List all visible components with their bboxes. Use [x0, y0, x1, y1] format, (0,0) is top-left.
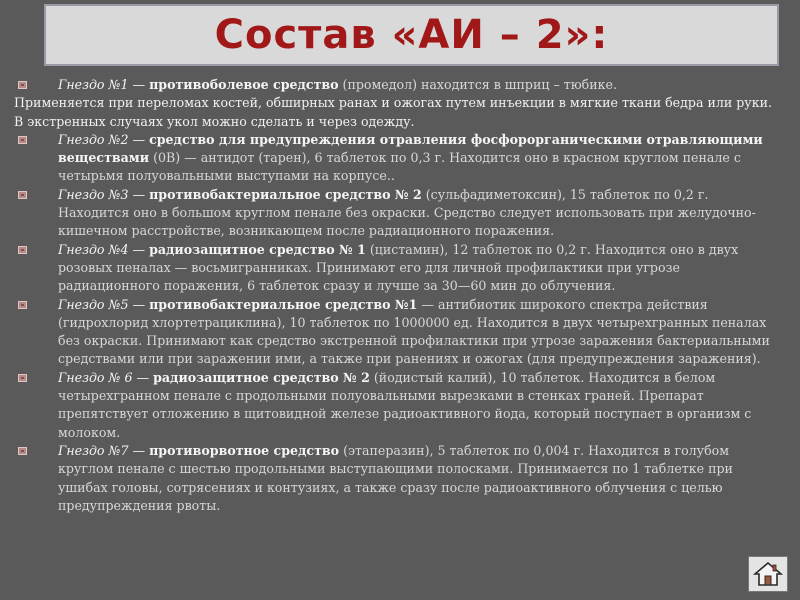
item-name: противоболевое средство	[149, 77, 339, 92]
title-box	[44, 4, 779, 66]
item-lead: Гнездо № 6	[58, 369, 133, 385]
list-item-nest-6	[14, 369, 782, 442]
list-item-nest-2	[14, 131, 782, 186]
item-text: (йодистый калий), 10 таблеток. Находится в белом четырехгранном пенале с продольными полуовальными вырезками в стенках граней. Препарат препятствует отложению в щитовидной железе радиоактивного йода, который поступает в организм с молоком.	[58, 369, 752, 440]
item-text: (0В) — антидот (тарен), 6 таблеток по 0,3 г. Находится оно в красном круглом пенале с четырьмя полуовальными выступами на корпусе..	[58, 150, 741, 184]
item-lead: Гнездо №4	[58, 241, 129, 257]
home-button[interactable]	[748, 556, 788, 592]
item-sep: —	[128, 296, 150, 312]
list-item-nest-5	[14, 296, 782, 369]
bullet-icon	[18, 447, 27, 455]
item-name: радиозащитное средство № 1	[149, 241, 366, 257]
item-sep: —	[128, 186, 150, 202]
item-lead: Гнездо №2	[58, 131, 129, 147]
item-text: Применяется при переломах костей, обширных ранах и ожогах путем инъекции в мягкие ткани бедра или руки. В экстренных случаях укол можно сделать и через одежду.	[14, 95, 772, 129]
item-text: (сульфадиметоксин), 15 таблеток по 0,2 г. Находится оно в большом круглом пенале без окраски. Средство следует использовать при желудочно-кишечном расстройстве, возникающем после радиационного поражения.	[58, 186, 756, 239]
item-sep: —	[128, 241, 150, 257]
item-lead: Гнездо №3	[58, 186, 129, 202]
item-lead: Гнездо №7	[58, 442, 129, 458]
bullet-icon	[18, 191, 27, 199]
list-item-nest-4	[14, 241, 782, 296]
content-list	[14, 76, 782, 515]
bullet-icon	[18, 374, 27, 382]
item-sep: —	[128, 77, 150, 92]
bullet-icon	[18, 81, 27, 89]
item-lead: Гнездо №5	[58, 296, 129, 312]
list-item-nest-1	[14, 76, 782, 94]
item-name: противорвотное средство	[149, 442, 340, 458]
list-item-usage	[14, 94, 782, 131]
item-lead: Гнездо №1	[58, 77, 129, 92]
bullet-icon	[18, 136, 27, 144]
item-sep: —	[128, 131, 150, 147]
item-text: (этаперазин), 5 таблеток по 0,004 г. Находится в голубом круглом пенале с шестью продольными выступающими полосками. Принимается по 1 таблетке при ушибах головы, сотрясениях и контузиях, а также сразу после радиоактивного облучения с целью предупреждения рвоты.	[58, 442, 733, 513]
home-icon	[753, 560, 783, 588]
item-sep: —	[128, 442, 150, 458]
item-name: радиозащитное средство № 2	[153, 369, 370, 385]
bullet-icon	[18, 301, 27, 309]
item-text: (цистамин), 12 таблеток по 0,2 г. Находится оно в двух розовых пеналах — восьмигранниках. Принимают его для личной профилактики при угрозе радиационного поражения, 6 таблеток сразу и лучше за 30—60 мин до облучения.	[58, 241, 739, 294]
list-item-nest-3	[14, 186, 782, 241]
item-name: средство для предупреждения отравления фосфорорганическими отравляющими веществами	[58, 131, 763, 166]
item-name: противобактериальное средство №1	[149, 296, 418, 312]
bullet-icon	[18, 246, 27, 254]
list-item-nest-7	[14, 442, 782, 515]
item-name: противобактериальное средство № 2	[149, 186, 422, 202]
item-sep: —	[132, 369, 154, 385]
slide-title: Состав «АИ – 2»:	[214, 12, 609, 58]
item-text: — антибиотик широкого спектра действия (гидрохлорид хлортетрациклина), 10 таблеток по 1000000 ед. Находится в двух четырехгранных пеналах без окраски. Принимают как средство экстренной профилактики при угрозе заражения бактериальными средствами или при заражении ими, а также при ранениях и ожогах (для предупреждения заражения).	[58, 296, 770, 367]
item-text: (промедол) находится в шприц – тюбике.	[338, 77, 617, 92]
